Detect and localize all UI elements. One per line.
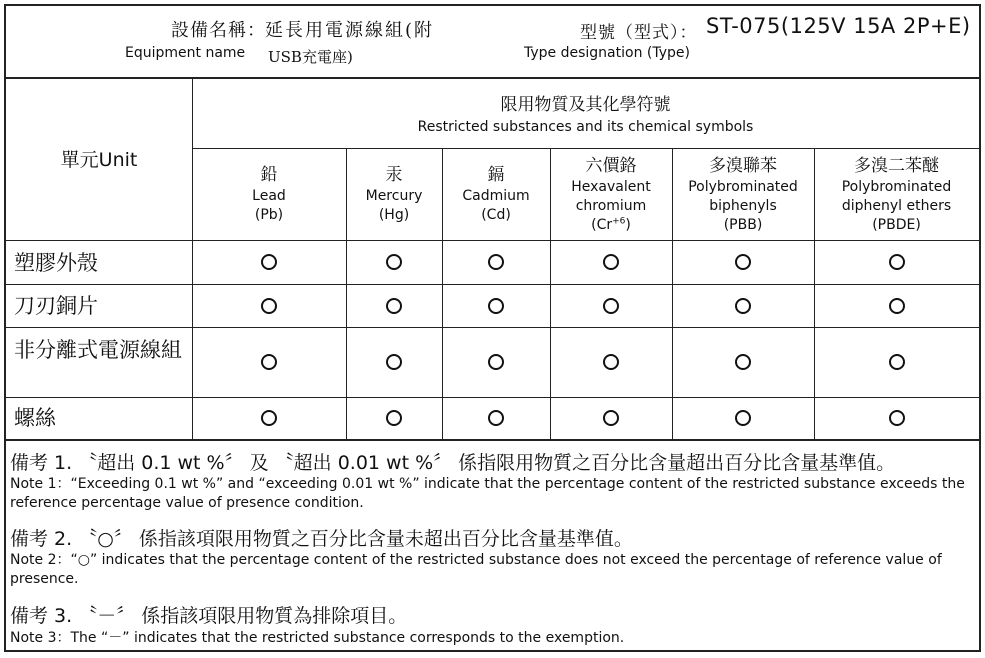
presence-mark-cell [442,284,550,327]
column-header-pbde [814,148,979,240]
circle-mark-icon [603,298,619,314]
presence-mark-cell [550,284,672,327]
circle-mark-icon [488,254,504,270]
circle-mark-icon [488,354,504,370]
presence-mark-cell [346,240,442,284]
presence-mark-cell [814,397,979,439]
column-header-cadmium [442,148,550,240]
circle-mark-icon [603,254,619,270]
column-header-pbb [672,148,814,240]
type-value: ST-075(125V 15A 2P+E) [706,14,971,38]
column-en-2: biphenyls [709,197,777,214]
column-en-2: chromium [575,197,647,214]
circle-mark-icon [386,254,402,270]
column-header-mercury [346,148,442,240]
circle-mark-icon [386,354,402,370]
equipment-value-zh: 延長用電源線組(附 [265,20,435,41]
column-en-2: diphenyl ethers [841,197,952,214]
presence-mark-cell [192,240,346,284]
circle-mark-icon [735,298,751,314]
column-zh: 鎘 [487,165,505,185]
column-en: Cadmium [462,188,530,204]
presence-mark-cell [672,397,814,439]
unit-header [6,77,192,240]
presence-mark-cell [550,327,672,397]
row-label-power-cord: 非分離式電源線組 [14,338,182,362]
presence-mark-cell [346,397,442,439]
circle-mark-icon [889,354,905,370]
presence-mark-cell [442,397,550,439]
column-header-hexavalent-chromium [550,148,672,240]
column-en: Polybrominated [688,178,798,195]
circle-mark-icon [889,254,905,270]
presence-mark-cell [346,284,442,327]
column-zh: 鉛 [260,165,278,185]
column-symbol: (PBB) [723,216,763,233]
column-symbol: (Cd) [481,207,511,223]
equipment-label-zh: 設備名稱： [171,20,266,41]
circle-mark-icon [261,410,277,426]
equipment-value-en: USB充電座) [268,48,353,66]
grid-line [6,439,979,441]
column-en: Lead [252,188,286,204]
circle-mark-icon [261,298,277,314]
circle-mark-icon [261,354,277,370]
circle-mark-icon [735,354,751,370]
column-zh: 多溴二苯醚 [854,155,939,176]
column-en: Mercury [365,188,423,204]
circle-mark-icon [889,410,905,426]
row-label-blade-copper: 刀刃銅片 [14,294,98,318]
type-label-en: Type designation (Type) [524,45,690,61]
circle-mark-icon [603,410,619,426]
presence-mark-cell [442,240,550,284]
presence-mark-cell [814,327,979,397]
column-en: Hexavalent [571,178,651,195]
presence-mark-cell [192,397,346,439]
column-header-lead [192,148,346,240]
presence-mark-cell [192,284,346,327]
note-3-en: Note 3：The “－” indicates that the restricted substance corresponds to the exemption. [10,630,625,646]
restricted-substances-header [192,77,979,148]
presence-mark-cell [550,240,672,284]
note-1-zh: 備考 1. 〝超出 0.1 wt %〞 及 〝超出 0.01 wt %〞 係指限用物質之百分比含量超出百分比含量基準值。 [10,452,896,474]
header [6,6,979,79]
presence-mark-cell [672,240,814,284]
circle-mark-icon [386,298,402,314]
presence-mark-cell [672,284,814,327]
column-zh: 汞 [385,165,403,185]
circle-mark-icon [889,298,905,314]
type-label-zh: 型號（型式）： [580,23,698,43]
restricted-title-en: Restricted substances and its chemical symbols [417,119,754,135]
circle-mark-icon [488,298,504,314]
circle-mark-icon [735,254,751,270]
unit-label: 單元Unit [60,149,138,171]
presence-mark-cell [814,284,979,327]
column-symbol: (Hg) [378,207,410,223]
circle-mark-icon [386,410,402,426]
presence-mark-cell [814,240,979,284]
equipment-label-en: Equipment name [125,45,246,61]
row-label-plastic-housing: 塑膠外殼 [14,251,98,275]
presence-mark-cell [346,327,442,397]
column-en: Polybrominated [841,178,952,195]
row-label-screw: 螺絲 [14,406,56,430]
column-zh: 六價鉻 [585,155,637,176]
column-symbol: $(Cr^{+6})$ [591,215,631,233]
circle-mark-icon [735,410,751,426]
presence-mark-cell [550,397,672,439]
circle-mark-icon [261,254,277,270]
presence-mark-cell [442,327,550,397]
column-symbol: (Pb) [254,207,284,223]
restricted-title-zh: 限用物質及其化學符號 [500,95,671,115]
presence-mark-cell [672,327,814,397]
presence-mark-cell [192,327,346,397]
column-symbol: (PBDE) [872,216,921,233]
note-1-en: Note 1：“Exceeding 0.1 wt %” and “exceeding 0.01 wt %” indicate that the percentage content of the restricted substance exceeds the reference percentage value of presence condition. [10,476,965,511]
note-2-en: Note 2：“○” indicates that the percentage content of the restricted substance does not exceed the percentage of reference value of presence. [10,552,942,587]
rohs-declaration-sheet [4,4,981,652]
circle-mark-icon [488,410,504,426]
column-zh: 多溴聯苯 [709,155,777,176]
note-2-zh: 備考 2. 〝○〞 係指該項限用物質之百分比含量未超出百分比含量基準值。 [10,528,633,550]
circle-mark-icon [603,354,619,370]
note-3-zh: 備考 3. 〝－〞 係指該項限用物質為排除項目。 [10,605,408,627]
